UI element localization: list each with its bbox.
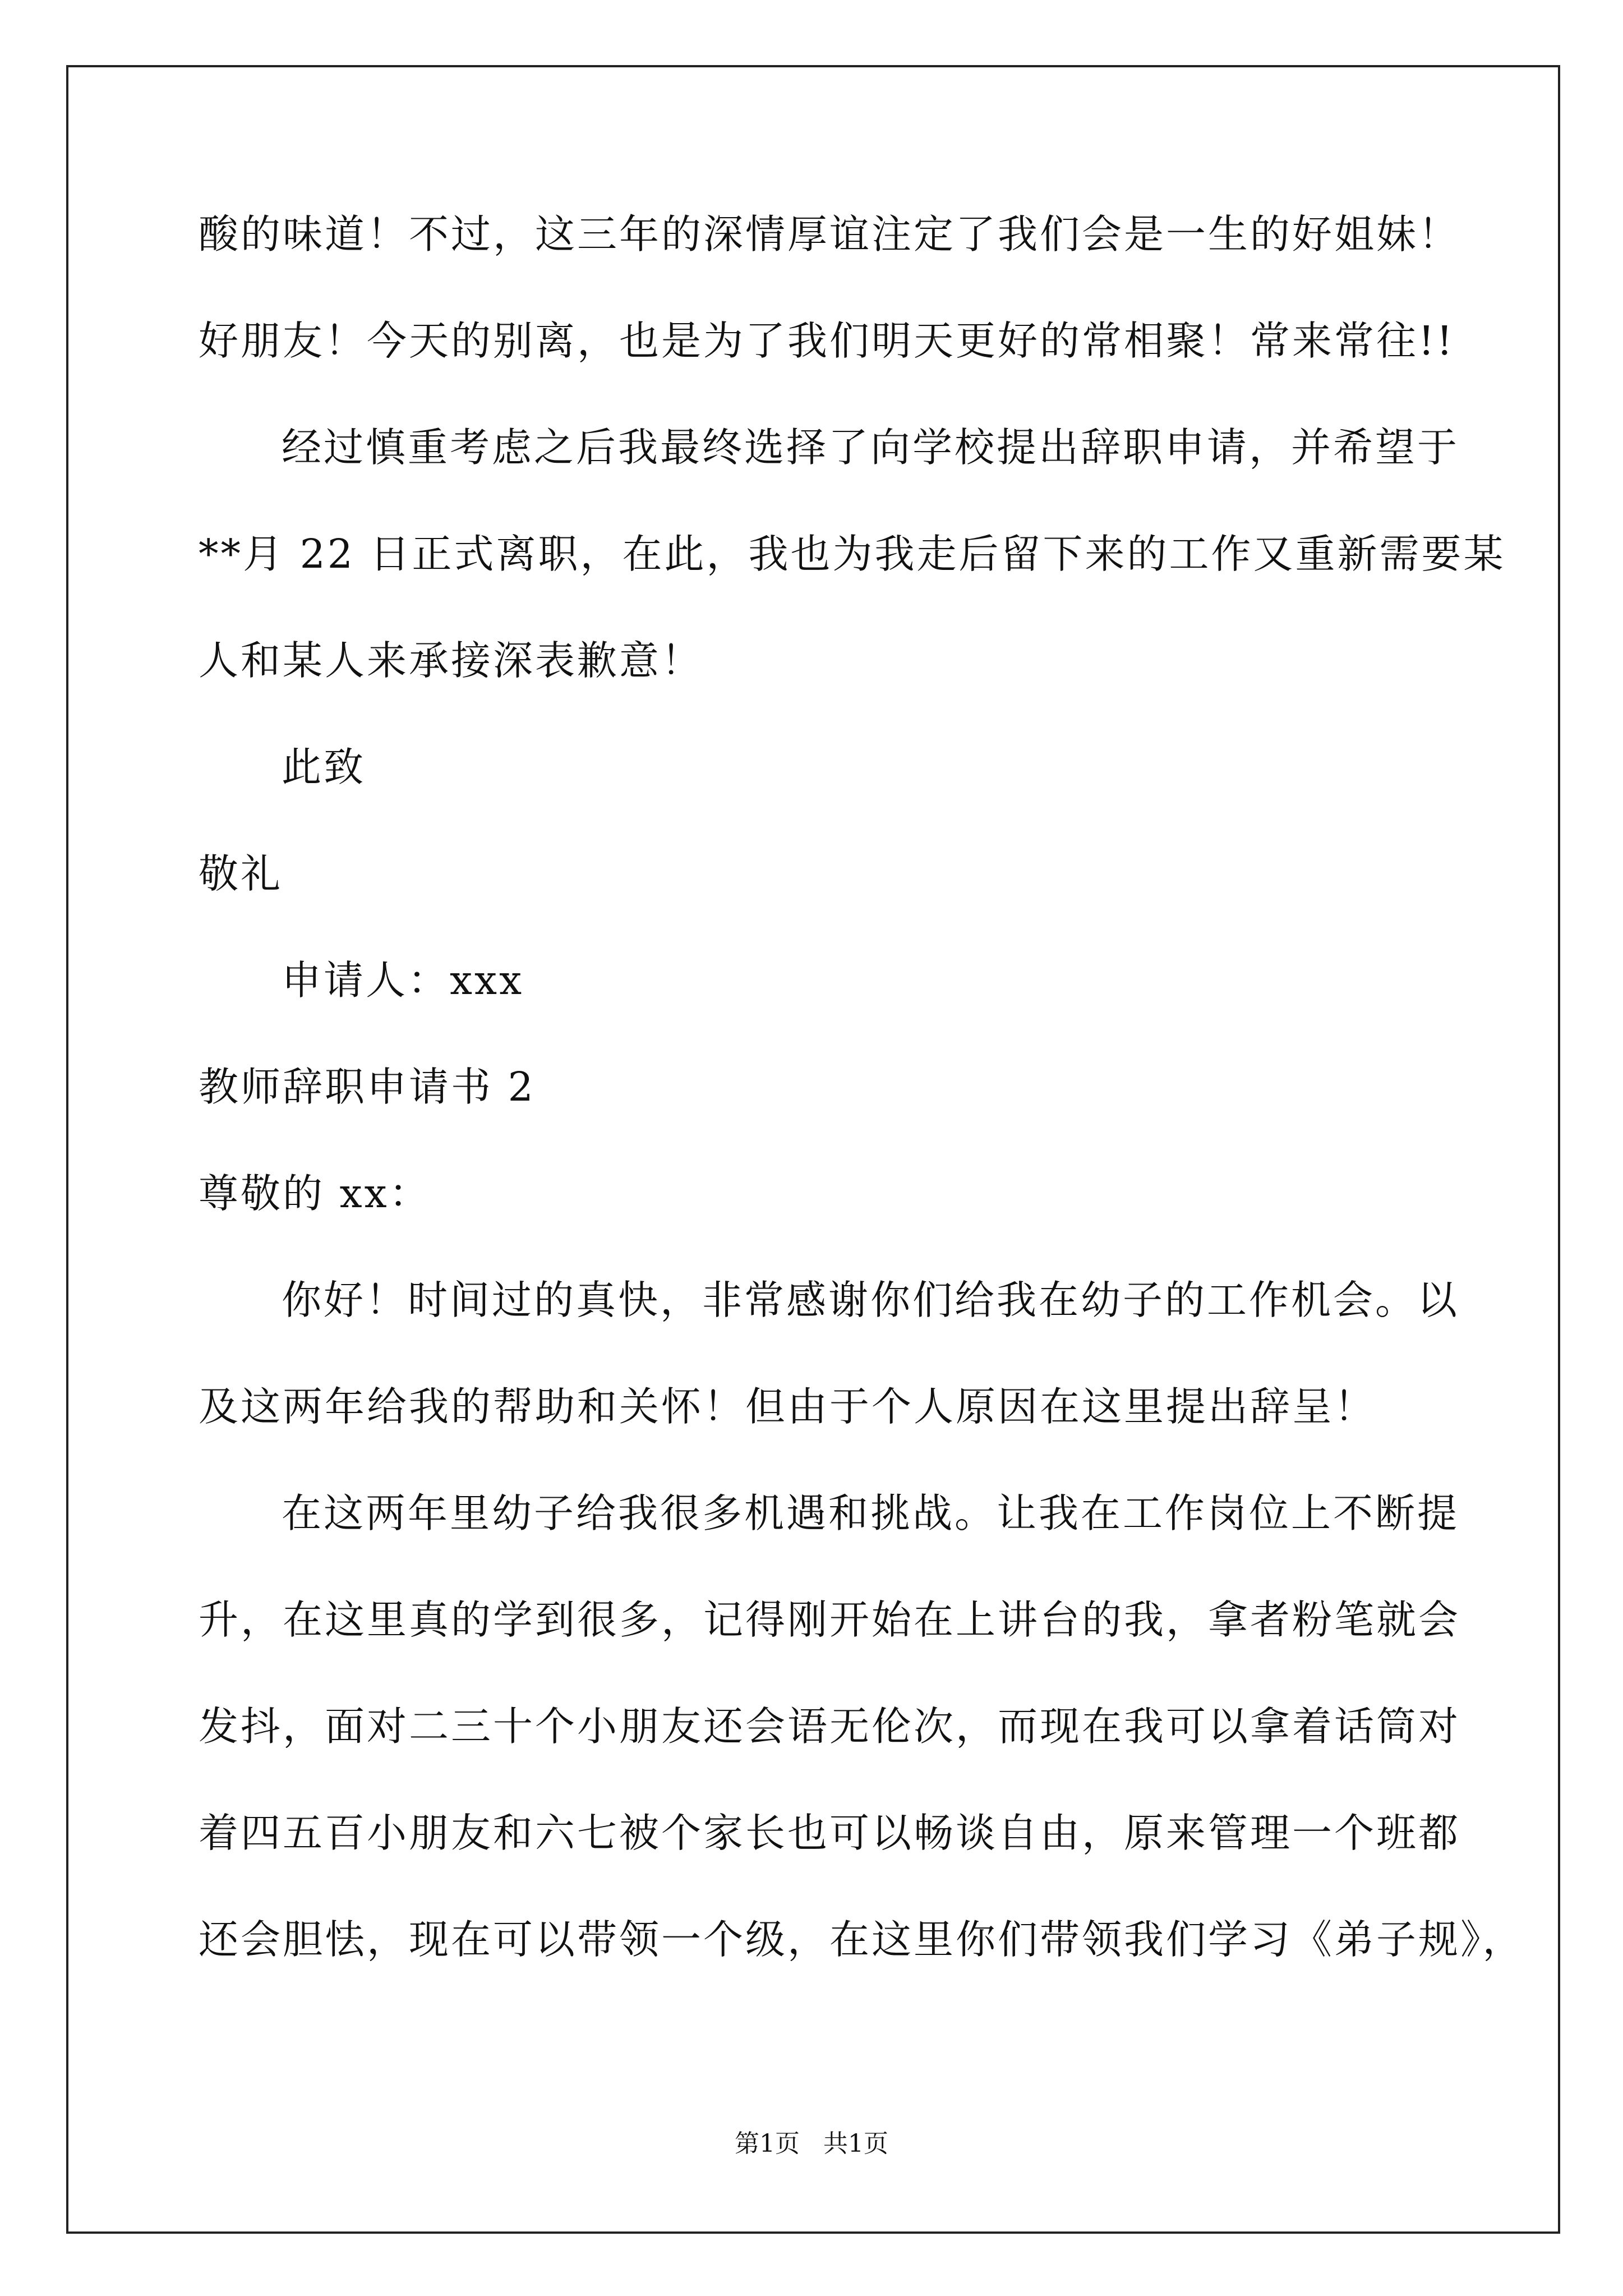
text-line: 着四五百小朋友和六七被个家长也可以畅谈自由，原来管理一个班都	[199, 1810, 1461, 1856]
paragraph-line: 经过慎重考虑之后我最终选择了向学校提出辞职申请，并希望于	[282, 424, 1460, 471]
text-line: 还会胆怯，现在可以带领一个级，在这里你们带领我们学习《弟子规》，	[199, 1916, 1525, 1963]
salutation-line: 敬礼	[199, 850, 283, 897]
signature-line: 申请人：xxx	[282, 957, 524, 1004]
text-line: 酸的味道！不过，这三年的深情厚谊注定了我们会是一生的好姐妹！	[199, 211, 1461, 257]
page-border	[66, 65, 1560, 2234]
text-line: 升，在这里真的学到很多，记得刚开始在上讲台的我，拿者粉笔就会	[199, 1596, 1461, 1643]
closing-line: 此致	[282, 744, 366, 790]
text-line: 发抖，面对二三十个小朋友还会语无伦次，而现在我可以拿着话筒对	[199, 1703, 1461, 1750]
page-footer: 第1页 共1页	[735, 2129, 888, 2158]
text-line: 及这两年给我的帮助和关怀！但由于个人原因在这里提出辞呈！	[199, 1383, 1377, 1430]
greeting-line: 尊敬的 xx：	[199, 1170, 431, 1217]
text-line: 人和某人来承接深表歉意！	[199, 637, 704, 684]
paragraph-line: 你好！时间过的真快，非常感谢你们给我在幼子的工作机会。以	[282, 1277, 1460, 1323]
section-title: 教师辞职申请书 2	[199, 1064, 536, 1110]
text-line: 好朋友！今天的别离，也是为了我们明天更好的常相聚！常来常往!!	[199, 318, 1455, 364]
paragraph-line: 在这两年里幼子给我很多机遇和挑战。让我在工作岗位上不断提	[282, 1490, 1460, 1536]
text-line: **月 22 日正式离职，在此，我也为我走后留下来的工作又重新需要某	[199, 531, 1506, 577]
